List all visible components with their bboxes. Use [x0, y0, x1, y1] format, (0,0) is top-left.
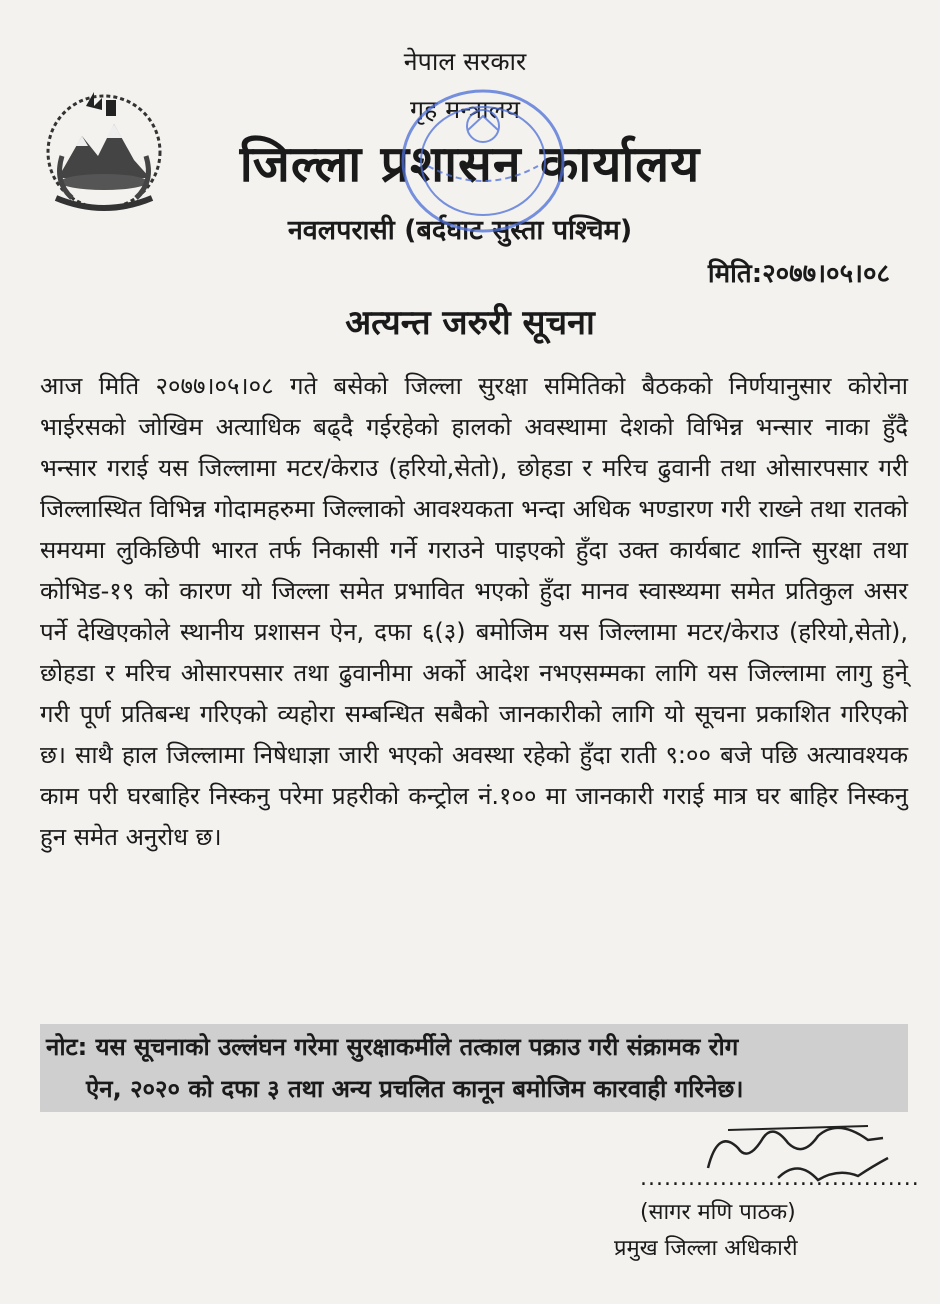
district-name: नवलपरासी (बर्दघाट सुस्ता पश्चिम) [287, 215, 633, 246]
signer-title: प्रमुख जिल्ला अधिकारी [614, 1236, 798, 1261]
signer-name: (सागर मणि पाठक) [640, 1200, 796, 1225]
ministry-name: गृह मन्त्रालय [409, 95, 521, 124]
notice-title: अत्यन्त जरुरी सूचना [345, 303, 595, 343]
notice-date: मिति:२०७७।०५।०८ [707, 259, 890, 289]
note-line-2: ऐन, २०२० को दफा ३ तथा अन्य प्रचलित कानून बमोजिम कारवाही गरिनेछ। [86, 1075, 744, 1103]
office-name: जिल्ला प्रशासन कार्यालय [239, 135, 701, 193]
signature-line: ................................... [640, 1166, 920, 1191]
office-stamp-icon [398, 86, 568, 236]
notice-body: आज मिति २०७७।०५।०८ गते बसेको जिल्ला सुरक्षा समितिको बैठकको निर्णयानुसार कोरोना भाईरसको जोखिम अत्याधिक बढ्दै गईरहेको हालको अवस्थामा देशको विभिन्न भन्सार नाका हुँदै भन्सार गराई यस जिल्लामा मटर/केराउ (हरियो,सेतो), छोहडा र मरिच ढुवानी तथा ओसारपसार गरी जिल्लास्थित विभिन्न गोदामहरुमा जिल्लाको आवश्यकता भन्दा अधिक भण्डारण गरी राख्ने तथा रातको समयमा लुकिछिपी भारत तर्फ निकासी गर्ने गराउने पाइएको हुँदा उक्त कार्यबाट शान्ति सुरक्षा तथा कोभिड-१९ को कारण यो जिल्ला समेत प्रभावित भएको हुँदा मानव स्वास्थ्यमा समेत प्रतिकुल असर पर्ने देखिएकोले स्थानीय प्रशासन ऐन, दफा ६(३) बमोजिम यस जिल्लामा मटर/केराउ (हरियो,सेतो), छोहडा र मरिच ओसारपसार तथा ढुवानीमा अर्को आदेश नभएसम्मका लागि यस जिल्लामा लागु हुने् गरी पूर्ण प्रतिबन्ध गरिएको व्यहोरा सम्बन्धित सबैको जानकारीको लागि यो सूचना प्रकाशित गरिएको छ। साथै हाल जिल्लामा निषेधाज्ञा जारी भएको अवस्था रहेको हुँदा राती ९:०० बजे पछि अत्यावश्यक काम परी घरबाहिर निस्कनु परेमा प्रहरीको कन्ट्रोल नं.१०० मा जानकारी गराई मात्र घर बाहिर निस्कनु हुन समेत अनुरोध छ। [40, 372, 908, 851]
notice-note [40, 1024, 908, 1112]
note-line-1: नोट: यस सूचनाको उल्लंघन गरेमा सुरक्षाकर्मीले तत्काल पक्राउ गरी संक्रामक रोग [46, 1033, 739, 1061]
government-name: नेपाल सरकार [403, 47, 527, 76]
